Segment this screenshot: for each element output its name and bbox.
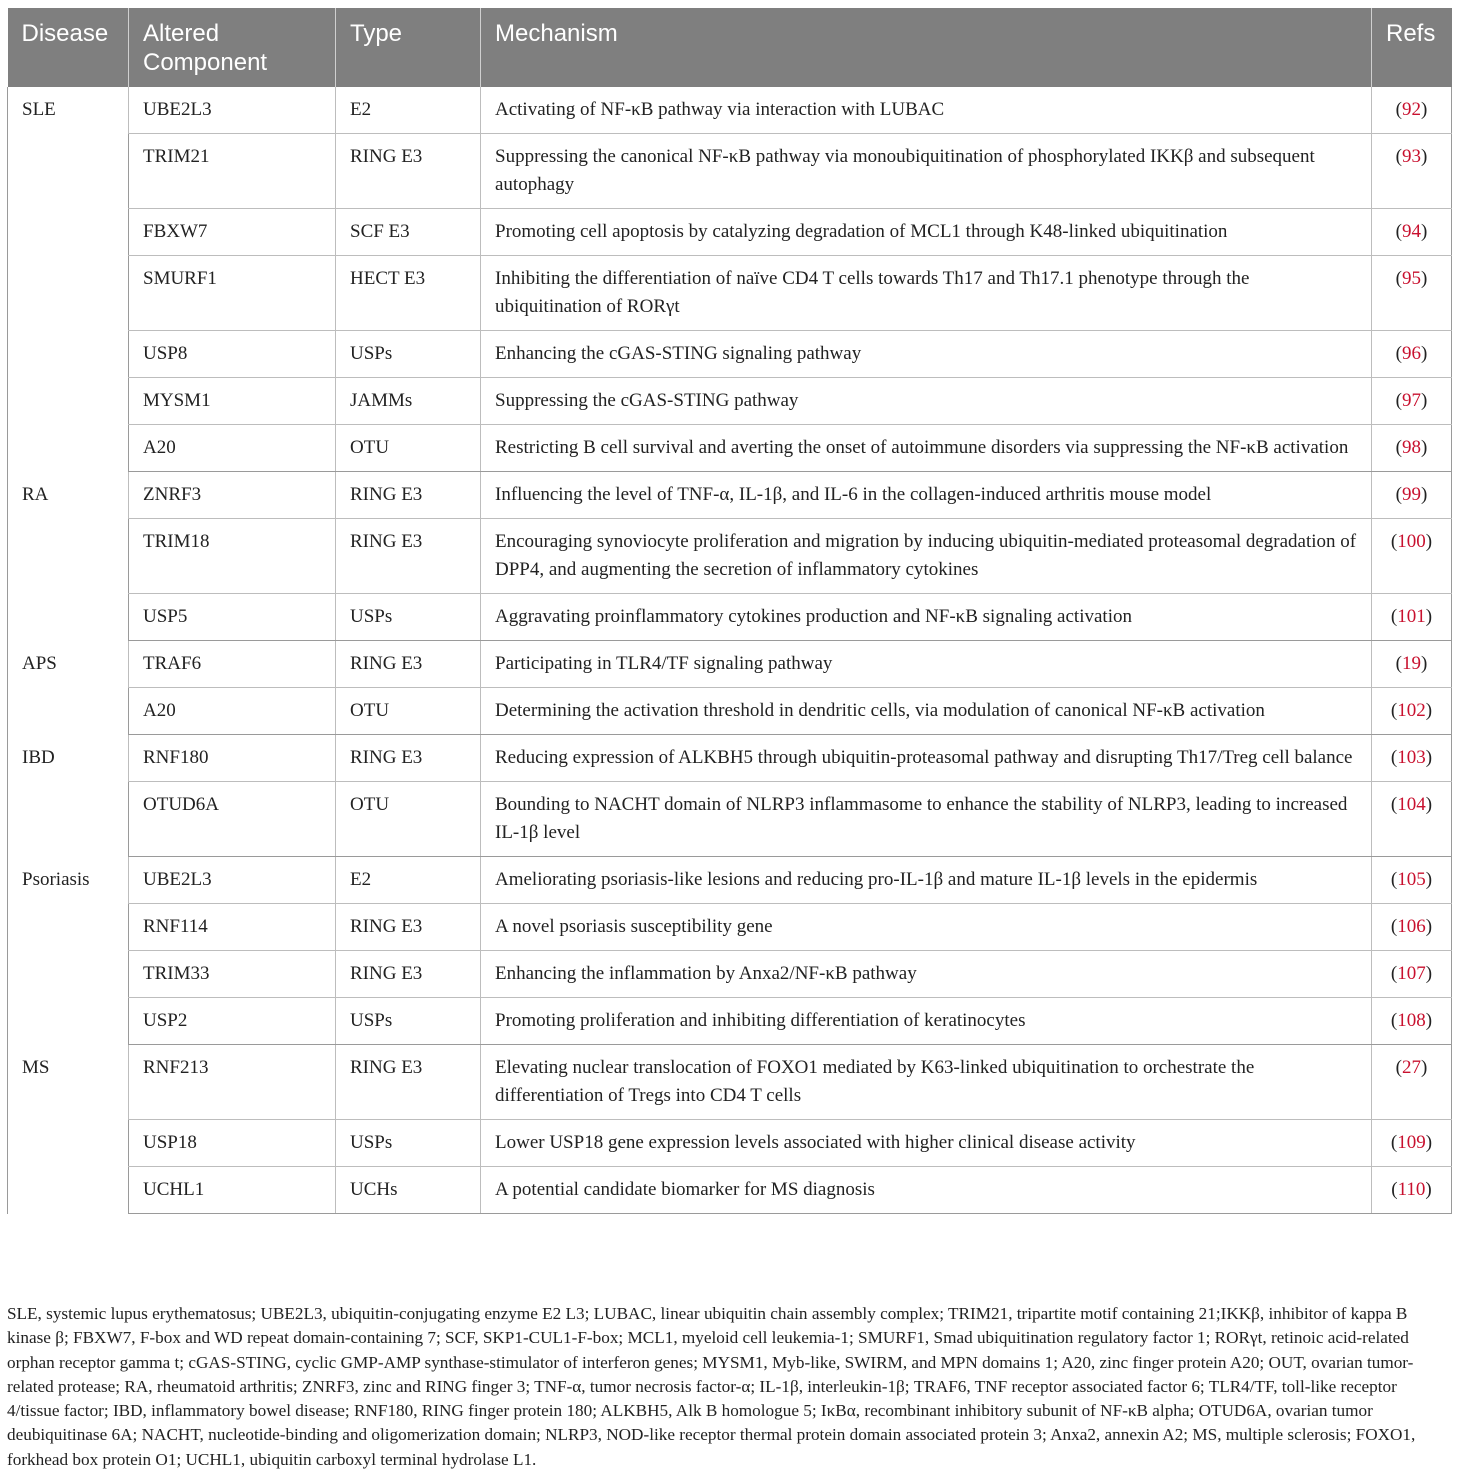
ref-open-paren: ( [1390,606,1398,627]
type-cell: USPs [336,1120,481,1167]
ref-link[interactable]: 97 [1402,390,1421,411]
ref-open-paren: ( [1395,268,1402,289]
ref-open-paren: ( [1390,869,1398,890]
ref-link[interactable]: 108 [1397,1010,1426,1031]
refs-cell [1372,425,1452,472]
component-cell: TRIM21 [129,134,336,209]
component-cell: UCHL1 [129,1167,336,1214]
table-header [8,8,1452,87]
ref-close-paren: ) [1425,963,1433,984]
refs-cell [1372,519,1452,594]
table-body [8,87,1452,1214]
component-cell: TRIM18 [129,519,336,594]
table-container [7,8,1451,1214]
header-disease: Disease [8,8,129,87]
component-cell: USP2 [129,998,336,1045]
type-cell: OTU [336,688,481,735]
ref-link[interactable]: 99 [1402,484,1421,505]
refs-cell [1372,857,1452,904]
ref-open-paren: ( [1391,1179,1398,1200]
mechanism-cell: Reducing expression of ALKBH5 through ubiquitin-proteasomal pathway and disrupting Th17/Treg cell balance [481,735,1372,782]
type-cell: USPs [336,998,481,1045]
header-row [8,8,1452,87]
type-cell: OTU [336,425,481,472]
mechanism-cell: Activating of NF-κB pathway via interaction with LUBAC [481,87,1372,134]
ref-open-paren: ( [1395,484,1402,505]
refs-cell [1372,134,1452,209]
component-cell: TRAF6 [129,641,336,688]
ref-link[interactable]: 102 [1397,700,1426,721]
ref-close-paren: ) [1421,268,1428,289]
mechanism-cell: Enhancing the inflammation by Anxa2/NF-κB pathway [481,951,1372,998]
component-cell: UBE2L3 [129,87,336,134]
refs-cell [1372,998,1452,1045]
ref-link[interactable]: 92 [1402,99,1421,120]
table-row [8,472,1452,519]
ref-link[interactable]: 100 [1397,531,1426,552]
component-cell: A20 [129,688,336,735]
mechanism-cell: Ameliorating psoriasis-like lesions and reducing pro-IL-1β and mature IL-1β levels in the epidermis [481,857,1372,904]
refs-cell [1372,256,1452,331]
ref-close-paren: ) [1421,221,1428,242]
table-row [8,1045,1452,1120]
ref-close-paren: ) [1421,1057,1428,1078]
component-cell: SMURF1 [129,256,336,331]
mechanism-cell: Encouraging synoviocyte proliferation and migration by inducing ubiquitin-mediated proteasomal degradation of DPP4, and augmenting the secretion of inflammatory cytokines [481,519,1372,594]
type-cell: UCHs [336,1167,481,1214]
ref-close-paren: ) [1425,1132,1433,1153]
ref-close-paren: ) [1425,747,1433,768]
mechanism-cell: Lower USP18 gene expression levels associated with higher clinical disease activity [481,1120,1372,1167]
ref-open-paren: ( [1390,794,1398,815]
mechanism-cell: Influencing the level of TNF-α, IL-1β, and IL-6 in the collagen-induced arthritis mouse model [481,472,1372,519]
table-row [8,857,1452,904]
refs-cell [1372,688,1452,735]
table-row [8,209,1452,256]
ref-close-paren: ) [1421,484,1428,505]
ref-open-paren: ( [1395,1057,1402,1078]
ref-open-paren: ( [1395,653,1402,674]
mechanism-cell: Promoting cell apoptosis by catalyzing degradation of MCL1 through K48-linked ubiquitination [481,209,1372,256]
component-cell: ZNRF3 [129,472,336,519]
type-cell: E2 [336,857,481,904]
mechanism-cell: A potential candidate biomarker for MS diagnosis [481,1167,1372,1214]
refs-cell [1372,735,1452,782]
disease-cell: APS [8,641,129,735]
refs-cell [1372,209,1452,256]
type-cell: USPs [336,594,481,641]
ref-close-paren: ) [1425,1010,1433,1031]
refs-cell [1372,951,1452,998]
component-cell: RNF213 [129,1045,336,1120]
header-type: Type [336,8,481,87]
ref-close-paren: ) [1425,606,1433,627]
table-row [8,735,1452,782]
ref-close-paren: ) [1425,869,1433,890]
ref-close-paren: ) [1421,653,1428,674]
mechanism-cell: A novel psoriasis susceptibility gene [481,904,1372,951]
component-cell: USP18 [129,1120,336,1167]
ref-open-paren: ( [1390,531,1398,552]
ref-link[interactable]: 104 [1397,794,1426,815]
table-row [8,519,1452,594]
ref-open-paren: ( [1395,146,1402,167]
table-row [8,378,1452,425]
ref-link[interactable]: 93 [1402,146,1421,167]
refs-cell [1372,904,1452,951]
ref-link[interactable]: 101 [1397,606,1426,627]
mechanism-cell: Restricting B cell survival and averting the onset of autoimmune disorders via suppressing the NF-κB activation [481,425,1372,472]
component-cell: A20 [129,425,336,472]
table-row [8,641,1452,688]
table-row [8,256,1452,331]
mechanism-cell: Aggravating proinflammatory cytokines production and NF-κB signaling activation [481,594,1372,641]
ref-link[interactable]: 103 [1397,747,1426,768]
refs-cell [1372,87,1452,134]
refs-cell [1372,378,1452,425]
component-cell: MYSM1 [129,378,336,425]
table-row [8,331,1452,378]
header-altered-component: Altered Component [129,8,336,87]
component-cell: RNF114 [129,904,336,951]
disease-cell: SLE [8,87,129,472]
ref-open-paren: ( [1390,1010,1398,1031]
ref-link[interactable]: 98 [1402,437,1421,458]
type-cell: OTU [336,782,481,857]
type-cell: HECT E3 [336,256,481,331]
table-row [8,998,1452,1045]
table-row [8,1120,1452,1167]
disease-cell: Psoriasis [8,857,129,1045]
ref-open-paren: ( [1395,343,1402,364]
type-cell: RING E3 [336,472,481,519]
ref-link[interactable]: 94 [1402,221,1421,242]
ref-link[interactable]: 95 [1402,268,1421,289]
refs-cell [1372,594,1452,641]
ref-link[interactable]: 105 [1397,869,1426,890]
mechanism-cell: Enhancing the cGAS-STING signaling pathway [481,331,1372,378]
refs-cell [1372,331,1452,378]
type-cell: RING E3 [336,519,481,594]
mechanism-cell: Suppressing the cGAS-STING pathway [481,378,1372,425]
ref-open-paren: ( [1395,437,1402,458]
ref-link[interactable]: 96 [1402,343,1421,364]
mechanism-cell: Participating in TLR4/TF signaling pathway [481,641,1372,688]
ref-link[interactable]: 27 [1402,1057,1421,1078]
refs-cell [1372,1167,1452,1214]
ref-open-paren: ( [1390,916,1398,937]
data-table [7,8,1452,1214]
type-cell: SCF E3 [336,209,481,256]
table-footnote: SLE, systemic lupus erythematosus; UBE2L3, ubiquitin-conjugating enzyme E2 L3; LUBAC, linear ubiquitin chain assembly complex; TRIM21, tripartite motif containing 21;IKKβ, inhibitor of kappa B kinase β; FBXW7, F-box and WD repeat domain-containing 7; SCF, SKP1-CUL1-F-box; MCL1, myeloid cell leukemia-1; SMURF1, Smad ubiquitination regulatory factor 1; RORγt, retinoic acid-related orphan receptor gamma t; cGAS-STING, cyclic GMP-AMP synthase-stimulator of interferon genes; MYSM1, Myb-like, SWIRM, and MPN domains 1; A20, zinc finger protein A20; OUT, ovarian tumor-related protease; RA, rheumatoid arthritis; ZNRF3, zinc and RING finger 3; TNF-α, tumor necrosis factor-α; IL-1β, interleukin-1β; TRAF6, TNF receptor associated factor 6; TLR4/TF, toll-like receptor 4/tissue factor; IBD, inflammatory bowel disease; RNF180, RING finger protein 180; ALKBH5, Alk B homologue 5; IκBα, recombinant inhibitory subunit of NF-κB alpha; OTUD6A, ovarian tumor deubiquitinase 6A; NACHT, nucleotide-binding and oligomerization domain; NLRP3, NOD-like receptor thermal protein domain associated protein 3; Anxa2, annexin A2; MS, multiple sclerosis; FOXO1, forkhead box protein O1; UCHL1, ubiquitin carboxyl terminal hydrolase L1. [7,1304,1416,1469]
table-row [8,782,1452,857]
ref-open-paren: ( [1390,1132,1398,1153]
refs-cell [1372,782,1452,857]
table-row [8,904,1452,951]
table-row [8,87,1452,134]
ref-close-paren: ) [1425,916,1433,937]
disease-cell: IBD [8,735,129,857]
ref-close-paren: ) [1425,700,1433,721]
component-cell: USP8 [129,331,336,378]
mechanism-cell: Promoting proliferation and inhibiting differentiation of keratinocytes [481,998,1372,1045]
type-cell: RING E3 [336,134,481,209]
ref-link[interactable]: 107 [1397,963,1426,984]
ref-open-paren: ( [1395,221,1402,242]
ref-link[interactable]: 19 [1402,653,1421,674]
ref-open-paren: ( [1390,963,1398,984]
disease-cell: MS [8,1045,129,1214]
ref-open-paren: ( [1395,99,1402,120]
ref-link[interactable]: 109 [1397,1132,1426,1153]
refs-cell [1372,641,1452,688]
mechanism-cell: Inhibiting the differentiation of naïve CD4 T cells towards Th17 and Th17.1 phenotype through the ubiquitination of RORγt [481,256,1372,331]
ref-close-paren: ) [1421,343,1428,364]
mechanism-cell: Suppressing the canonical NF-κB pathway via monoubiquitination of phosphorylated IKKβ and subsequent autophagy [481,134,1372,209]
type-cell: RING E3 [336,951,481,998]
ref-close-paren: ) [1421,99,1428,120]
refs-cell [1372,1045,1452,1120]
type-cell: JAMMs [336,378,481,425]
component-cell: RNF180 [129,735,336,782]
component-cell: FBXW7 [129,209,336,256]
disease-cell: RA [8,472,129,641]
ref-close-paren: ) [1425,1179,1432,1200]
table-row [8,951,1452,998]
component-cell: USP5 [129,594,336,641]
component-cell: TRIM33 [129,951,336,998]
ref-close-paren: ) [1421,146,1428,167]
ref-close-paren: ) [1421,390,1428,411]
header-mechanism: Mechanism [481,8,1372,87]
table-row [8,1167,1452,1214]
ref-open-paren: ( [1390,700,1398,721]
table-row [8,425,1452,472]
ref-close-paren: ) [1425,531,1433,552]
ref-open-paren: ( [1395,390,1402,411]
table-row [8,594,1452,641]
component-cell: OTUD6A [129,782,336,857]
mechanism-cell: Bounding to NACHT domain of NLRP3 inflammasome to enhance the stability of NLRP3, leading to increased IL-1β level [481,782,1372,857]
header-refs: Refs [1372,8,1452,87]
ref-link[interactable]: 110 [1397,1179,1426,1200]
type-cell: RING E3 [336,735,481,782]
table-row [8,134,1452,209]
type-cell: RING E3 [336,1045,481,1120]
ref-link[interactable]: 106 [1397,916,1426,937]
refs-cell [1372,1120,1452,1167]
ref-open-paren: ( [1390,747,1398,768]
mechanism-cell: Elevating nuclear translocation of FOXO1 mediated by K63-linked ubiquitination to orchestrate the differentiation of Tregs into CD4 T cells [481,1045,1372,1120]
table-row [8,688,1452,735]
ref-close-paren: ) [1421,437,1428,458]
type-cell: USPs [336,331,481,378]
ref-close-paren: ) [1425,794,1433,815]
type-cell: E2 [336,87,481,134]
type-cell: RING E3 [336,641,481,688]
type-cell: RING E3 [336,904,481,951]
refs-cell [1372,472,1452,519]
mechanism-cell: Determining the activation threshold in dendritic cells, via modulation of canonical NF-κB activation [481,688,1372,735]
component-cell: UBE2L3 [129,857,336,904]
